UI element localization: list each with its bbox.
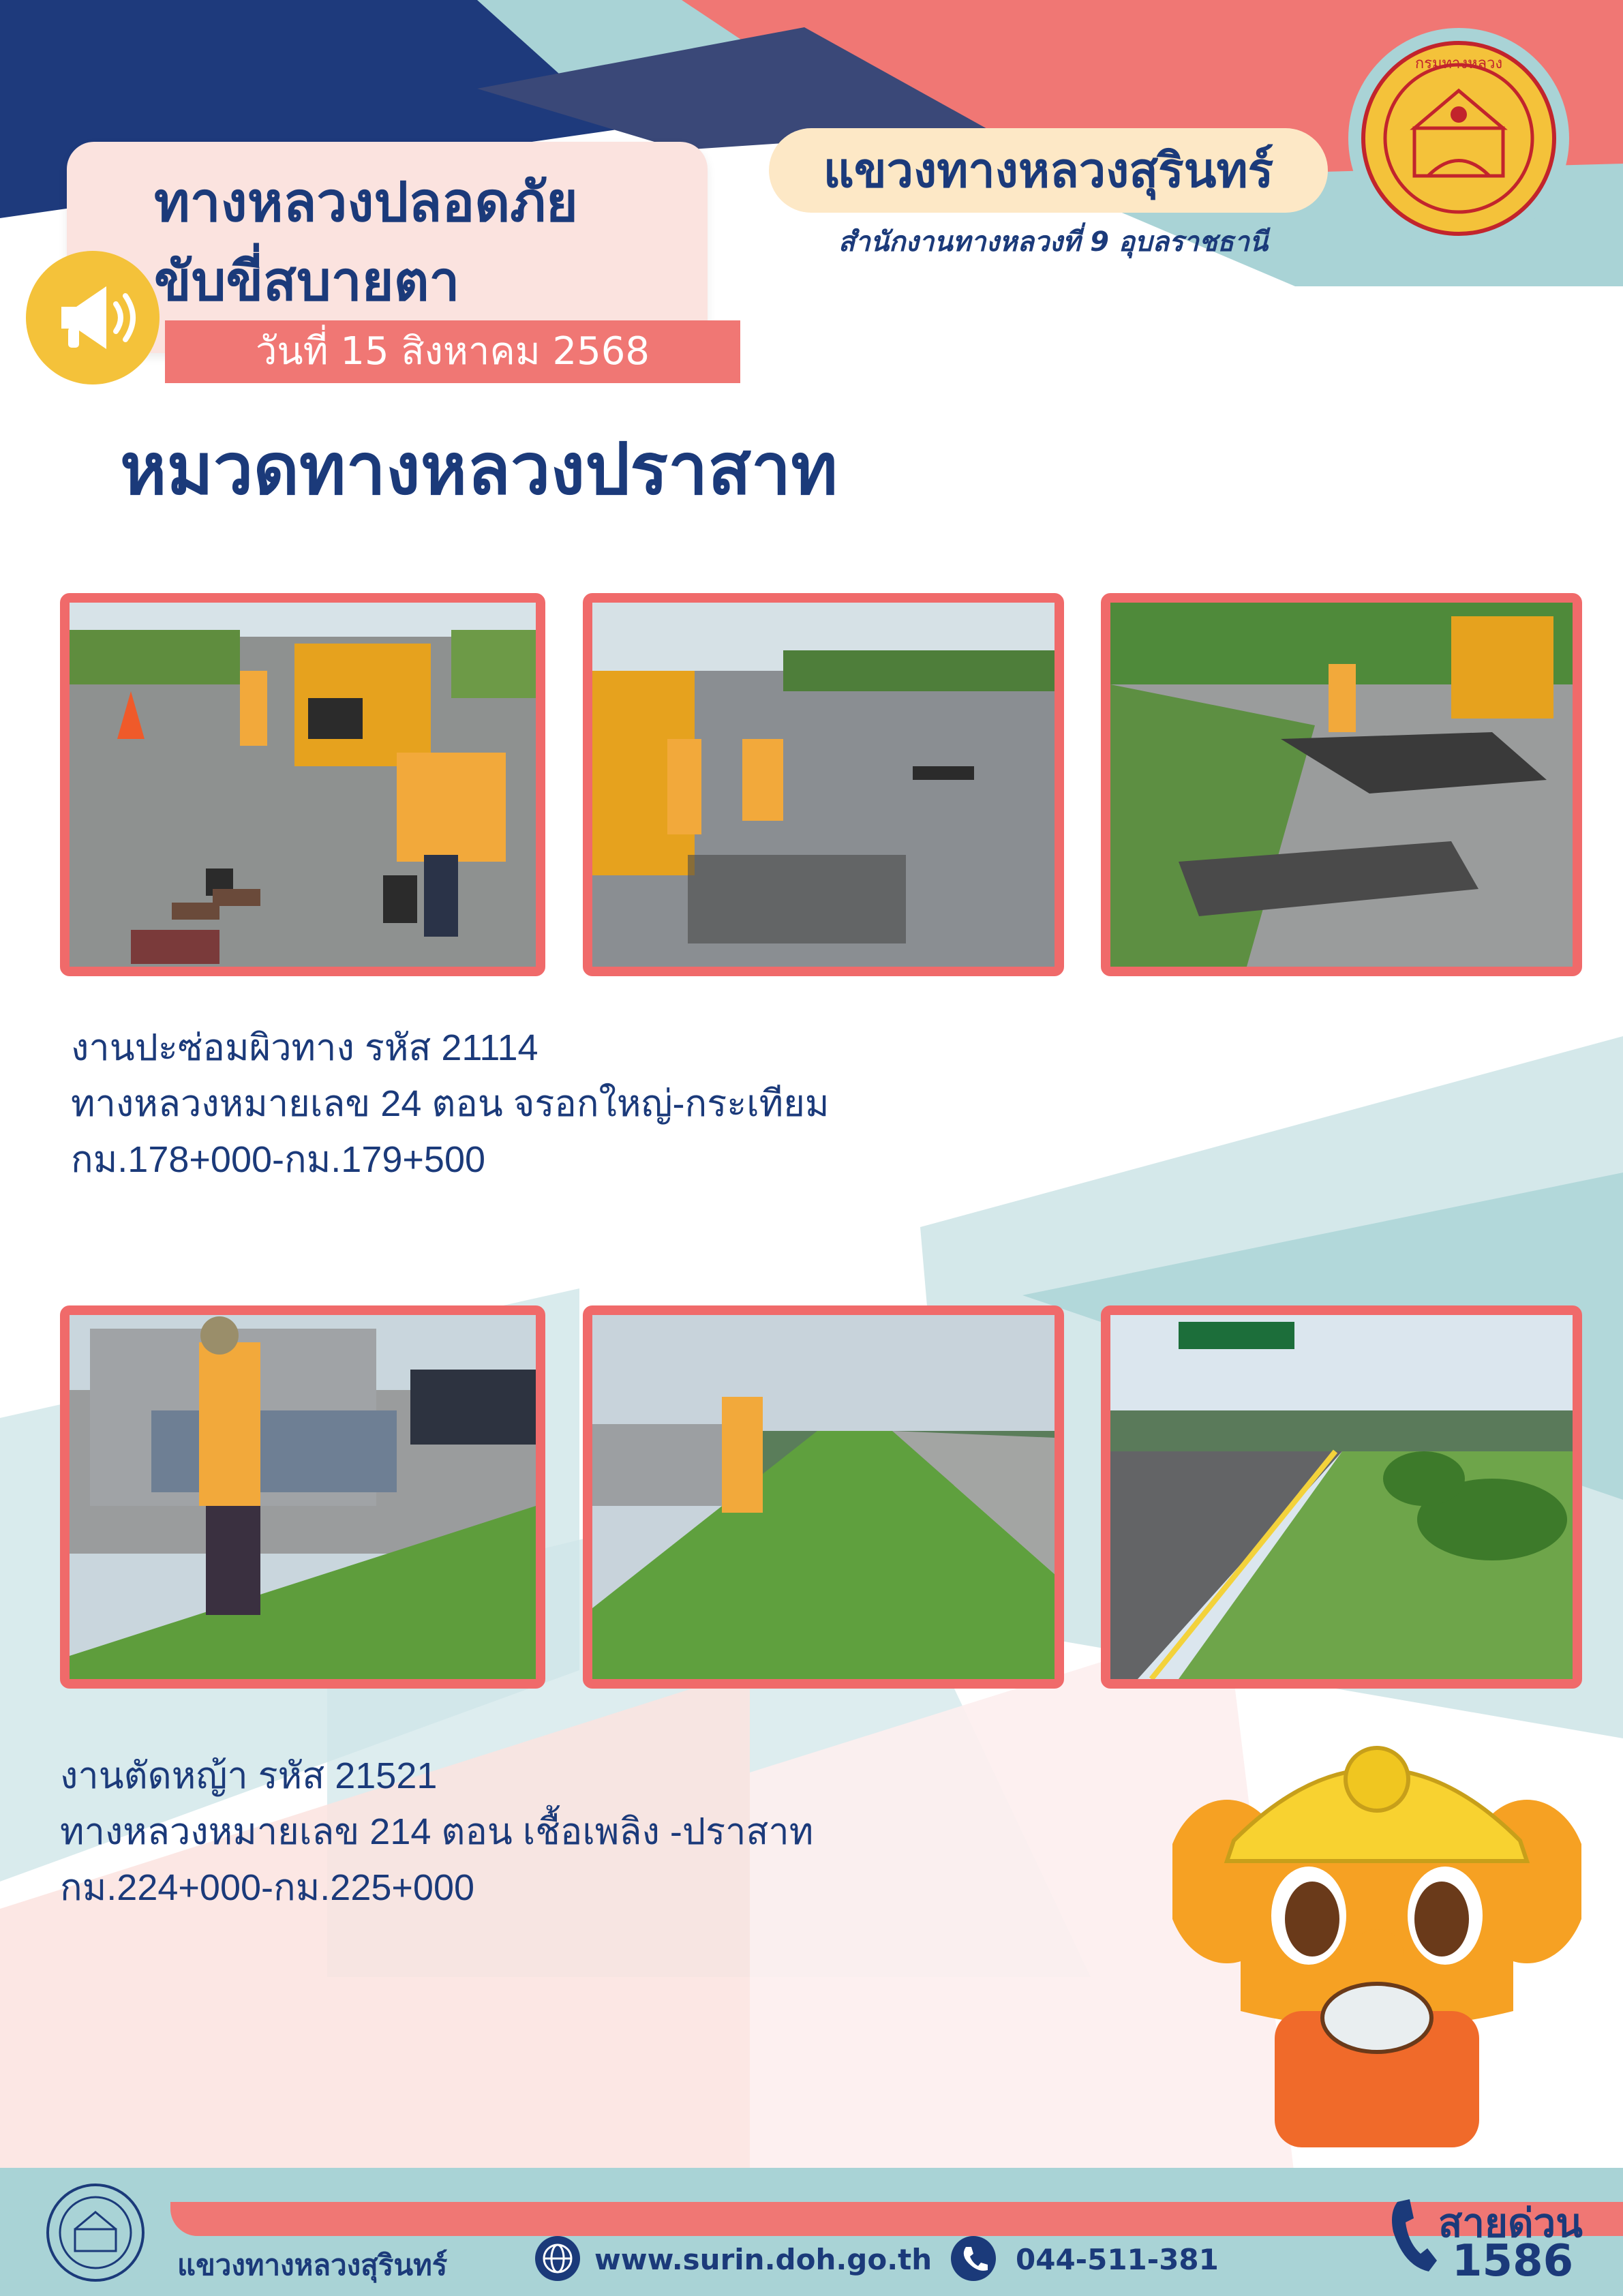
footer-website[interactable]: www.surin.doh.go.th xyxy=(594,2243,932,2276)
hotline-label: สายด่วน xyxy=(1438,2200,1583,2246)
title-line-2: ขับขี่สบายตา xyxy=(154,250,460,313)
date-text: วันที่ 15 สิงหาคม 2568 xyxy=(255,329,650,374)
footer-phone[interactable]: 044-511-381 xyxy=(1016,2243,1219,2276)
date-banner xyxy=(165,320,740,383)
title-line-1: ทางหลวงปลอดภัย xyxy=(154,170,578,234)
footer-agency: แขวงทางหลวงสุรินทร์ xyxy=(177,2248,448,2282)
caption-2-line-1: งานตัดหญ้า รหัส 21521 xyxy=(60,1755,438,1796)
mascot-illustration xyxy=(1172,1725,1581,2168)
office-name: สำนักงานทางหลวงที่ 9 อุบลราชธานี xyxy=(838,226,1269,258)
district-heading: หมวดทางหลวงปราสาท xyxy=(120,427,838,511)
seal-text: กรมทางหลวง xyxy=(1414,55,1503,72)
department-seal xyxy=(1346,26,1571,251)
caption-1-line-1: งานปะซ่อมผิวทาง รหัส 21114 xyxy=(71,1027,539,1068)
phone-icon xyxy=(951,2236,996,2281)
hotline-number[interactable]: 1586 xyxy=(1452,2236,1574,2286)
globe-icon xyxy=(535,2236,580,2281)
hotline-phone-icon xyxy=(1384,2195,1438,2277)
photo-patching-2 xyxy=(583,593,1064,976)
caption-1-line-2: ทางหลวงหมายเลข 24 ตอน จรอกใหญ่-กระเทียม xyxy=(71,1083,830,1124)
photo-grass-3 xyxy=(1101,1305,1582,1689)
agency-pill xyxy=(769,128,1328,213)
caption-1-line-3: กม.178+000-กม.179+500 xyxy=(71,1139,486,1180)
photo-grass-1 xyxy=(60,1305,545,1689)
agency-name: แขวงทางหลวงสุรินทร์ xyxy=(823,142,1274,198)
caption-2-line-3: กม.224+000-กม.225+000 xyxy=(60,1867,475,1908)
photo-patching-1 xyxy=(60,593,545,976)
caption-2-line-2: ทางหลวงหมายเลข 214 ตอน เชื้อเพลิง -ปราสาท xyxy=(60,1811,814,1852)
megaphone-icon xyxy=(26,251,160,384)
footer-seal xyxy=(44,2181,147,2284)
photo-patching-3 xyxy=(1101,593,1582,976)
photo-grass-2 xyxy=(583,1305,1064,1689)
